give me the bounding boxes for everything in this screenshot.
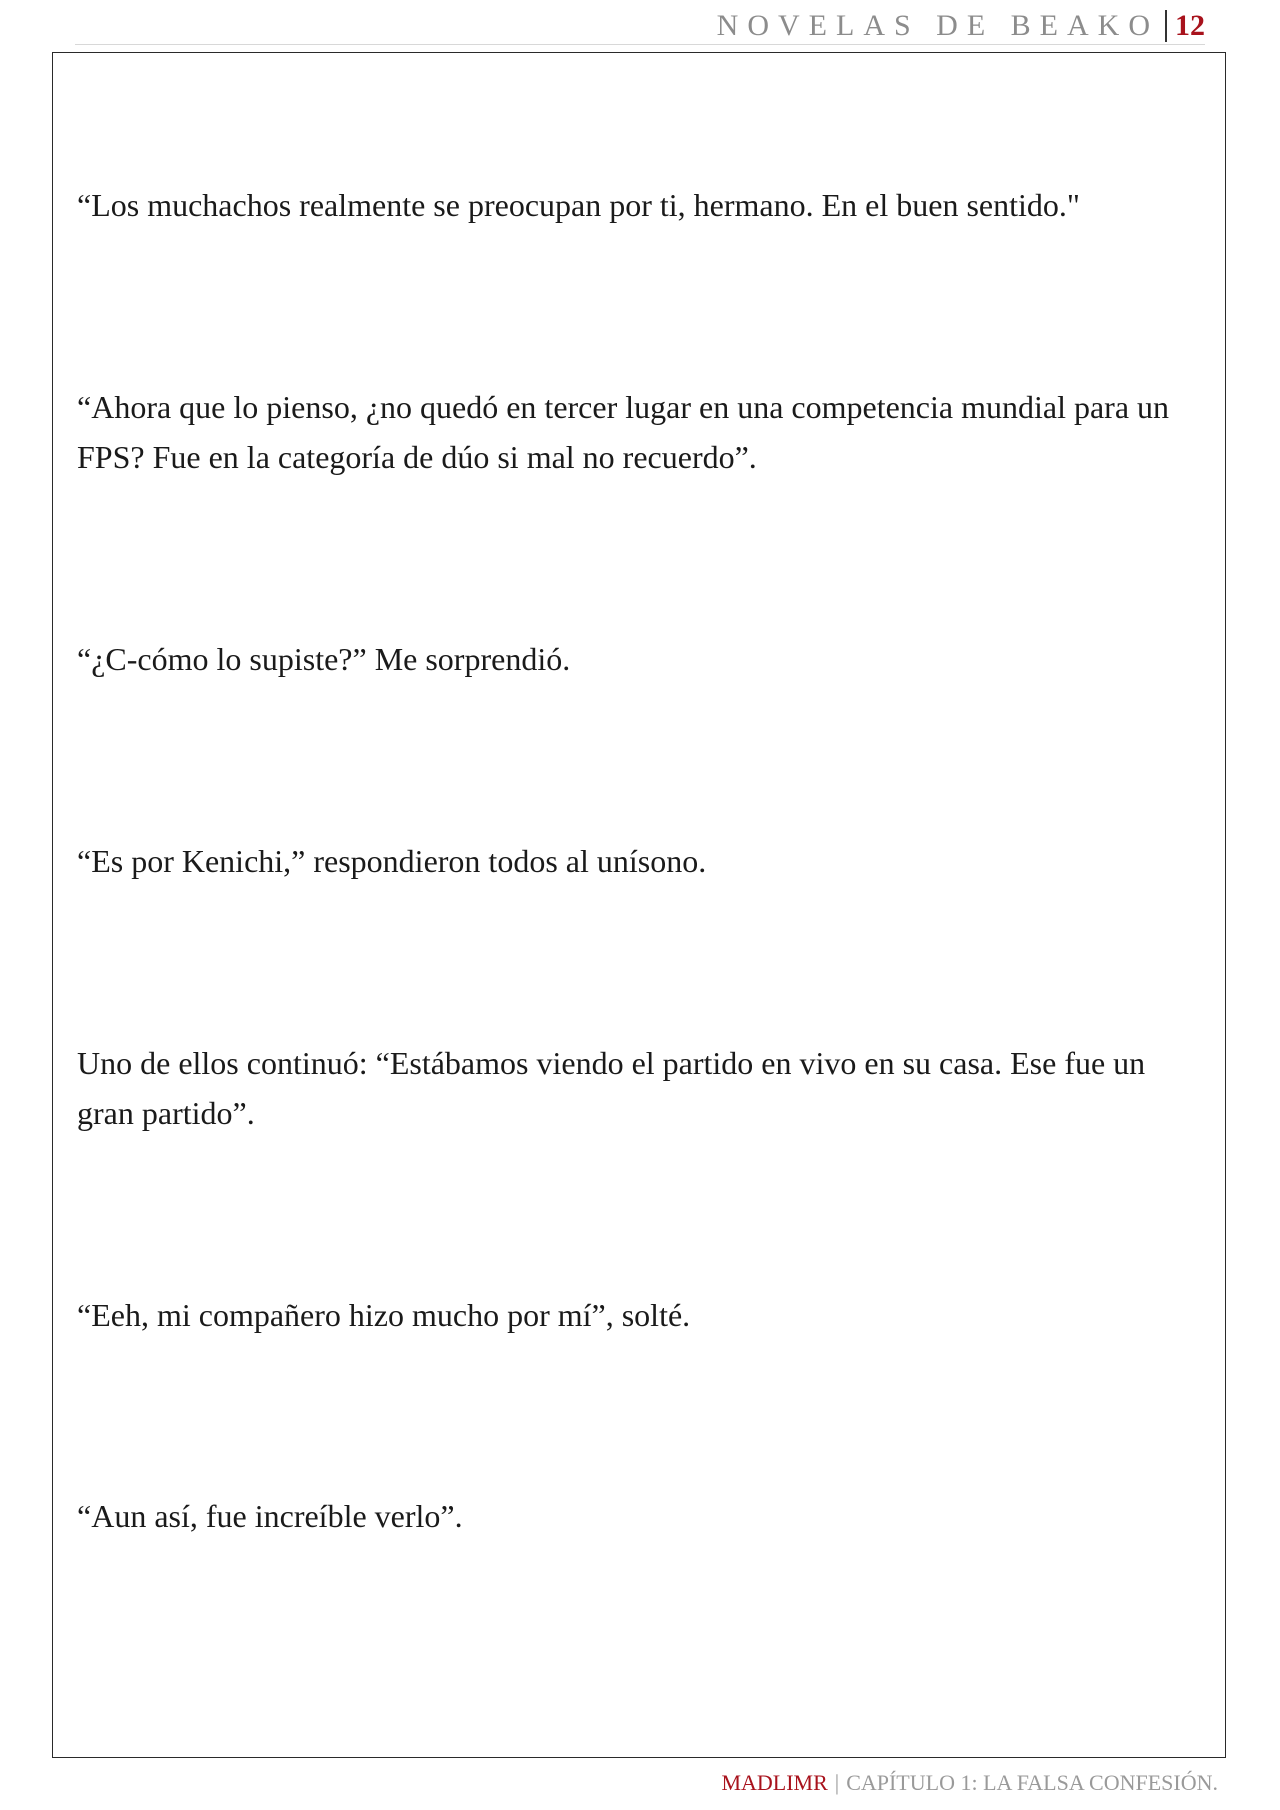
page-footer — [721, 1770, 1218, 1796]
paragraph-6: “Eeh, mi compañero hizo mucho por mí”, solté. — [77, 1297, 691, 1333]
paragraph-7: “Aun así, fue increíble verlo”. — [77, 1498, 463, 1534]
paragraph-1: “Los muchachos realmente se preocupan por ti, hermano. En el buen sentido." — [77, 187, 1080, 223]
paragraph-2: “Ahora que lo pienso, ¿no quedó en tercer lugar en una competencia mundial para un FPS? Fue en la categoría de dúo si mal no recuerdo”. — [77, 389, 1170, 475]
header-rule — [75, 44, 1205, 45]
footer-chapter: CAPÍTULO 1: LA FALSA CONFESIÓN. — [846, 1770, 1218, 1795]
paragraph-3: “¿C-cómo lo supiste?” Me sorprendió. — [77, 641, 571, 677]
header-divider — [1165, 10, 1167, 42]
footer-separator: | — [834, 1770, 840, 1795]
paragraph-4: “Es por Kenichi,” respondieron todos al unísono. — [77, 843, 707, 879]
paragraph-5: Uno de ellos continuó: “Estábamos viendo el partido en vivo en su casa. Ese fue un gran partido”. — [77, 1045, 1146, 1131]
page-header — [717, 6, 1205, 46]
page-number: 12 — [1175, 9, 1205, 42]
footer-author: MADLIMR — [721, 1770, 828, 1795]
header-title: NOVELAS DE BEAKO — [716, 9, 1159, 42]
